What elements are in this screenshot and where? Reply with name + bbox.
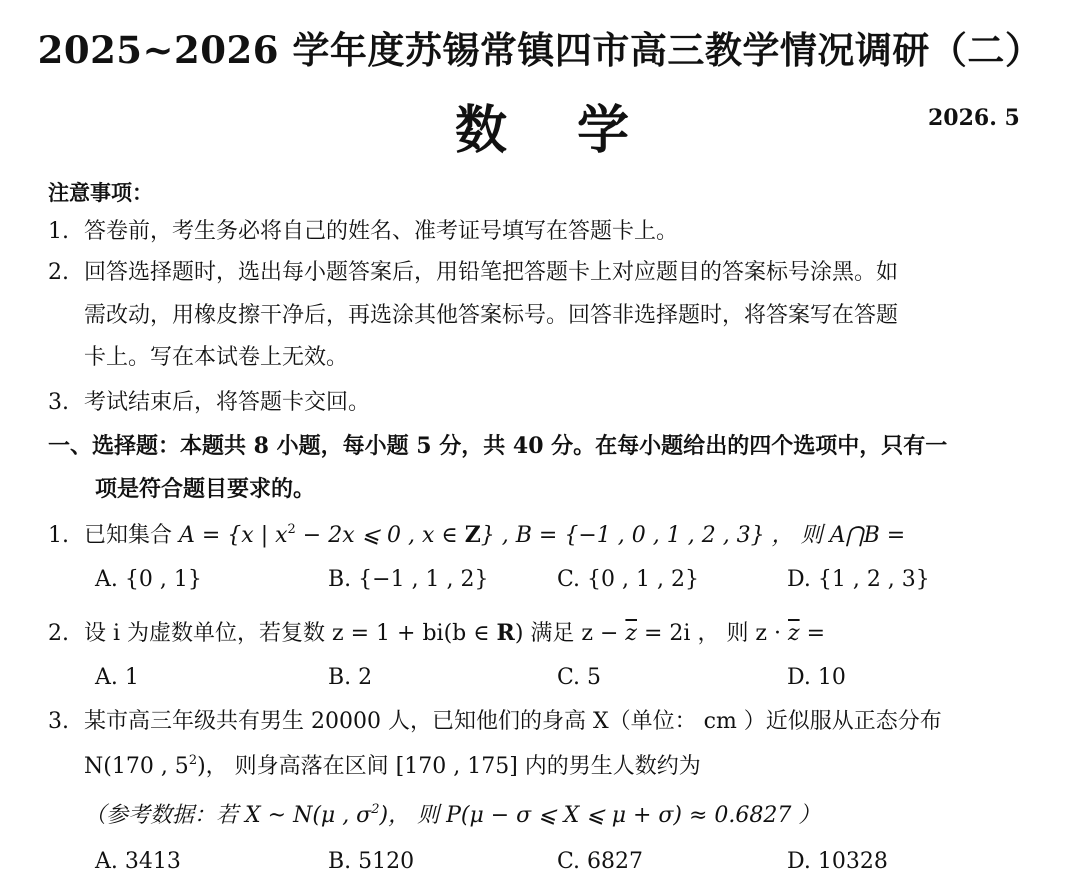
question-3-reference: [84, 801, 820, 831]
q3-option-a: A. 3413: [95, 849, 181, 874]
notice-item-number: 3.: [48, 390, 69, 415]
question-number: 1.: [48, 523, 69, 548]
question-text: = 2i ， 则 z ·: [637, 621, 789, 646]
question-text: N(170 , 5: [84, 754, 189, 779]
integer-set-symbol: Z: [464, 522, 481, 548]
notice-item-number: 1.: [48, 219, 69, 244]
q1-option-b: B. {−1 , 1 , 2}: [328, 567, 489, 592]
q2-option-a: A. 1: [95, 665, 139, 690]
reference-text: （参考数据：若 X ~ N(μ , σ: [84, 803, 372, 828]
conjugate-z: $\overline{z}$: [625, 621, 637, 646]
question-text: )， 则身高落在区间 [170 , 175] 内的男生人数约为: [197, 754, 701, 779]
notice-heading: 注意事项：: [48, 180, 153, 205]
question-text: 设 i 为虚数单位，若复数 z = 1 + bi(b ∈: [84, 621, 497, 646]
section-heading: 一、选择题：本题共 8 小题，每小题 5 分，共 40 分。在每小题给出的四个选项中，只有一: [48, 433, 948, 459]
q2-option-b: B. 2: [328, 665, 373, 690]
question-text: = {x | x: [194, 523, 288, 548]
q1-option-a: A. {0 , 1}: [95, 567, 202, 592]
notice-item-number: 2.: [48, 260, 69, 285]
notice-item-text: 考试结束后，将答题卡交回。: [84, 390, 371, 415]
notice-item-2: [48, 258, 898, 288]
notice-item-1: [48, 217, 678, 247]
notice-item-text: 答卷前，考生务必将自己的姓名、准考证号填写在答题卡上。: [84, 219, 679, 244]
question-3-continued: [84, 752, 701, 782]
notice-item-2-continued: 卡上。写在本试卷上无效。: [84, 345, 349, 370]
q3-option-d: D. 10328: [787, 849, 888, 874]
conjugate-z: $\overline{z}$: [788, 621, 800, 646]
superscript: 2: [287, 522, 296, 537]
q3-option-b: B. 5120: [328, 849, 415, 874]
question-text: A: [179, 523, 195, 548]
exam-date: 2026. 5: [928, 105, 1020, 131]
notice-item-2-continued: 需改动，用橡皮擦干净后，再选涂其他答案标号。回答非选择题时，将答案写在答题: [84, 303, 899, 328]
question-text: 已知集合: [84, 523, 179, 548]
q2-option-c: C. 5: [557, 665, 602, 690]
question-3: [48, 707, 942, 737]
question-text: } , B = {−1 , 0 , 1 , 2 , 3} ， 则 A⋂B =: [480, 523, 906, 548]
question-text: − 2x ⩽ 0 , x ∈: [295, 523, 465, 548]
subject-title: 数学: [455, 100, 700, 161]
q3-option-c: C. 6827: [557, 849, 644, 874]
notice-item-text: 回答选择题时，选出每小题答案后，用铅笔把答题卡上对应题目的答案标号涂黑。如: [84, 260, 899, 285]
notice-item-3: [48, 388, 370, 418]
exam-title: 2025~2026 学年度苏锡常镇四市高三教学情况调研（二）: [37, 28, 1043, 72]
question-number: 2.: [48, 621, 69, 646]
question-number: 3.: [48, 709, 69, 734]
q1-option-c: C. {0 , 1 , 2}: [557, 567, 699, 592]
reference-text: )， 则 P(μ − σ ⩽ X ⩽ μ + σ) ≈ 0.6827 ）: [379, 803, 821, 828]
question-text: ) 满足 z −: [514, 621, 626, 646]
question-2: [48, 618, 825, 649]
section-heading-continued: 项是符合题目要求的。: [95, 476, 316, 502]
question-1: [48, 520, 905, 551]
q1-option-d: D. {1 , 2 , 3}: [787, 567, 930, 592]
question-text: 某市高三年级共有男生 20000 人，已知他们的身高 X（单位： cm ）近似服从正态分布: [84, 709, 942, 734]
question-text: =: [799, 621, 826, 646]
real-set-symbol: R: [496, 620, 515, 646]
superscript: 2: [188, 753, 198, 768]
superscript: 2: [371, 802, 380, 817]
q2-option-d: D. 10: [787, 665, 846, 690]
